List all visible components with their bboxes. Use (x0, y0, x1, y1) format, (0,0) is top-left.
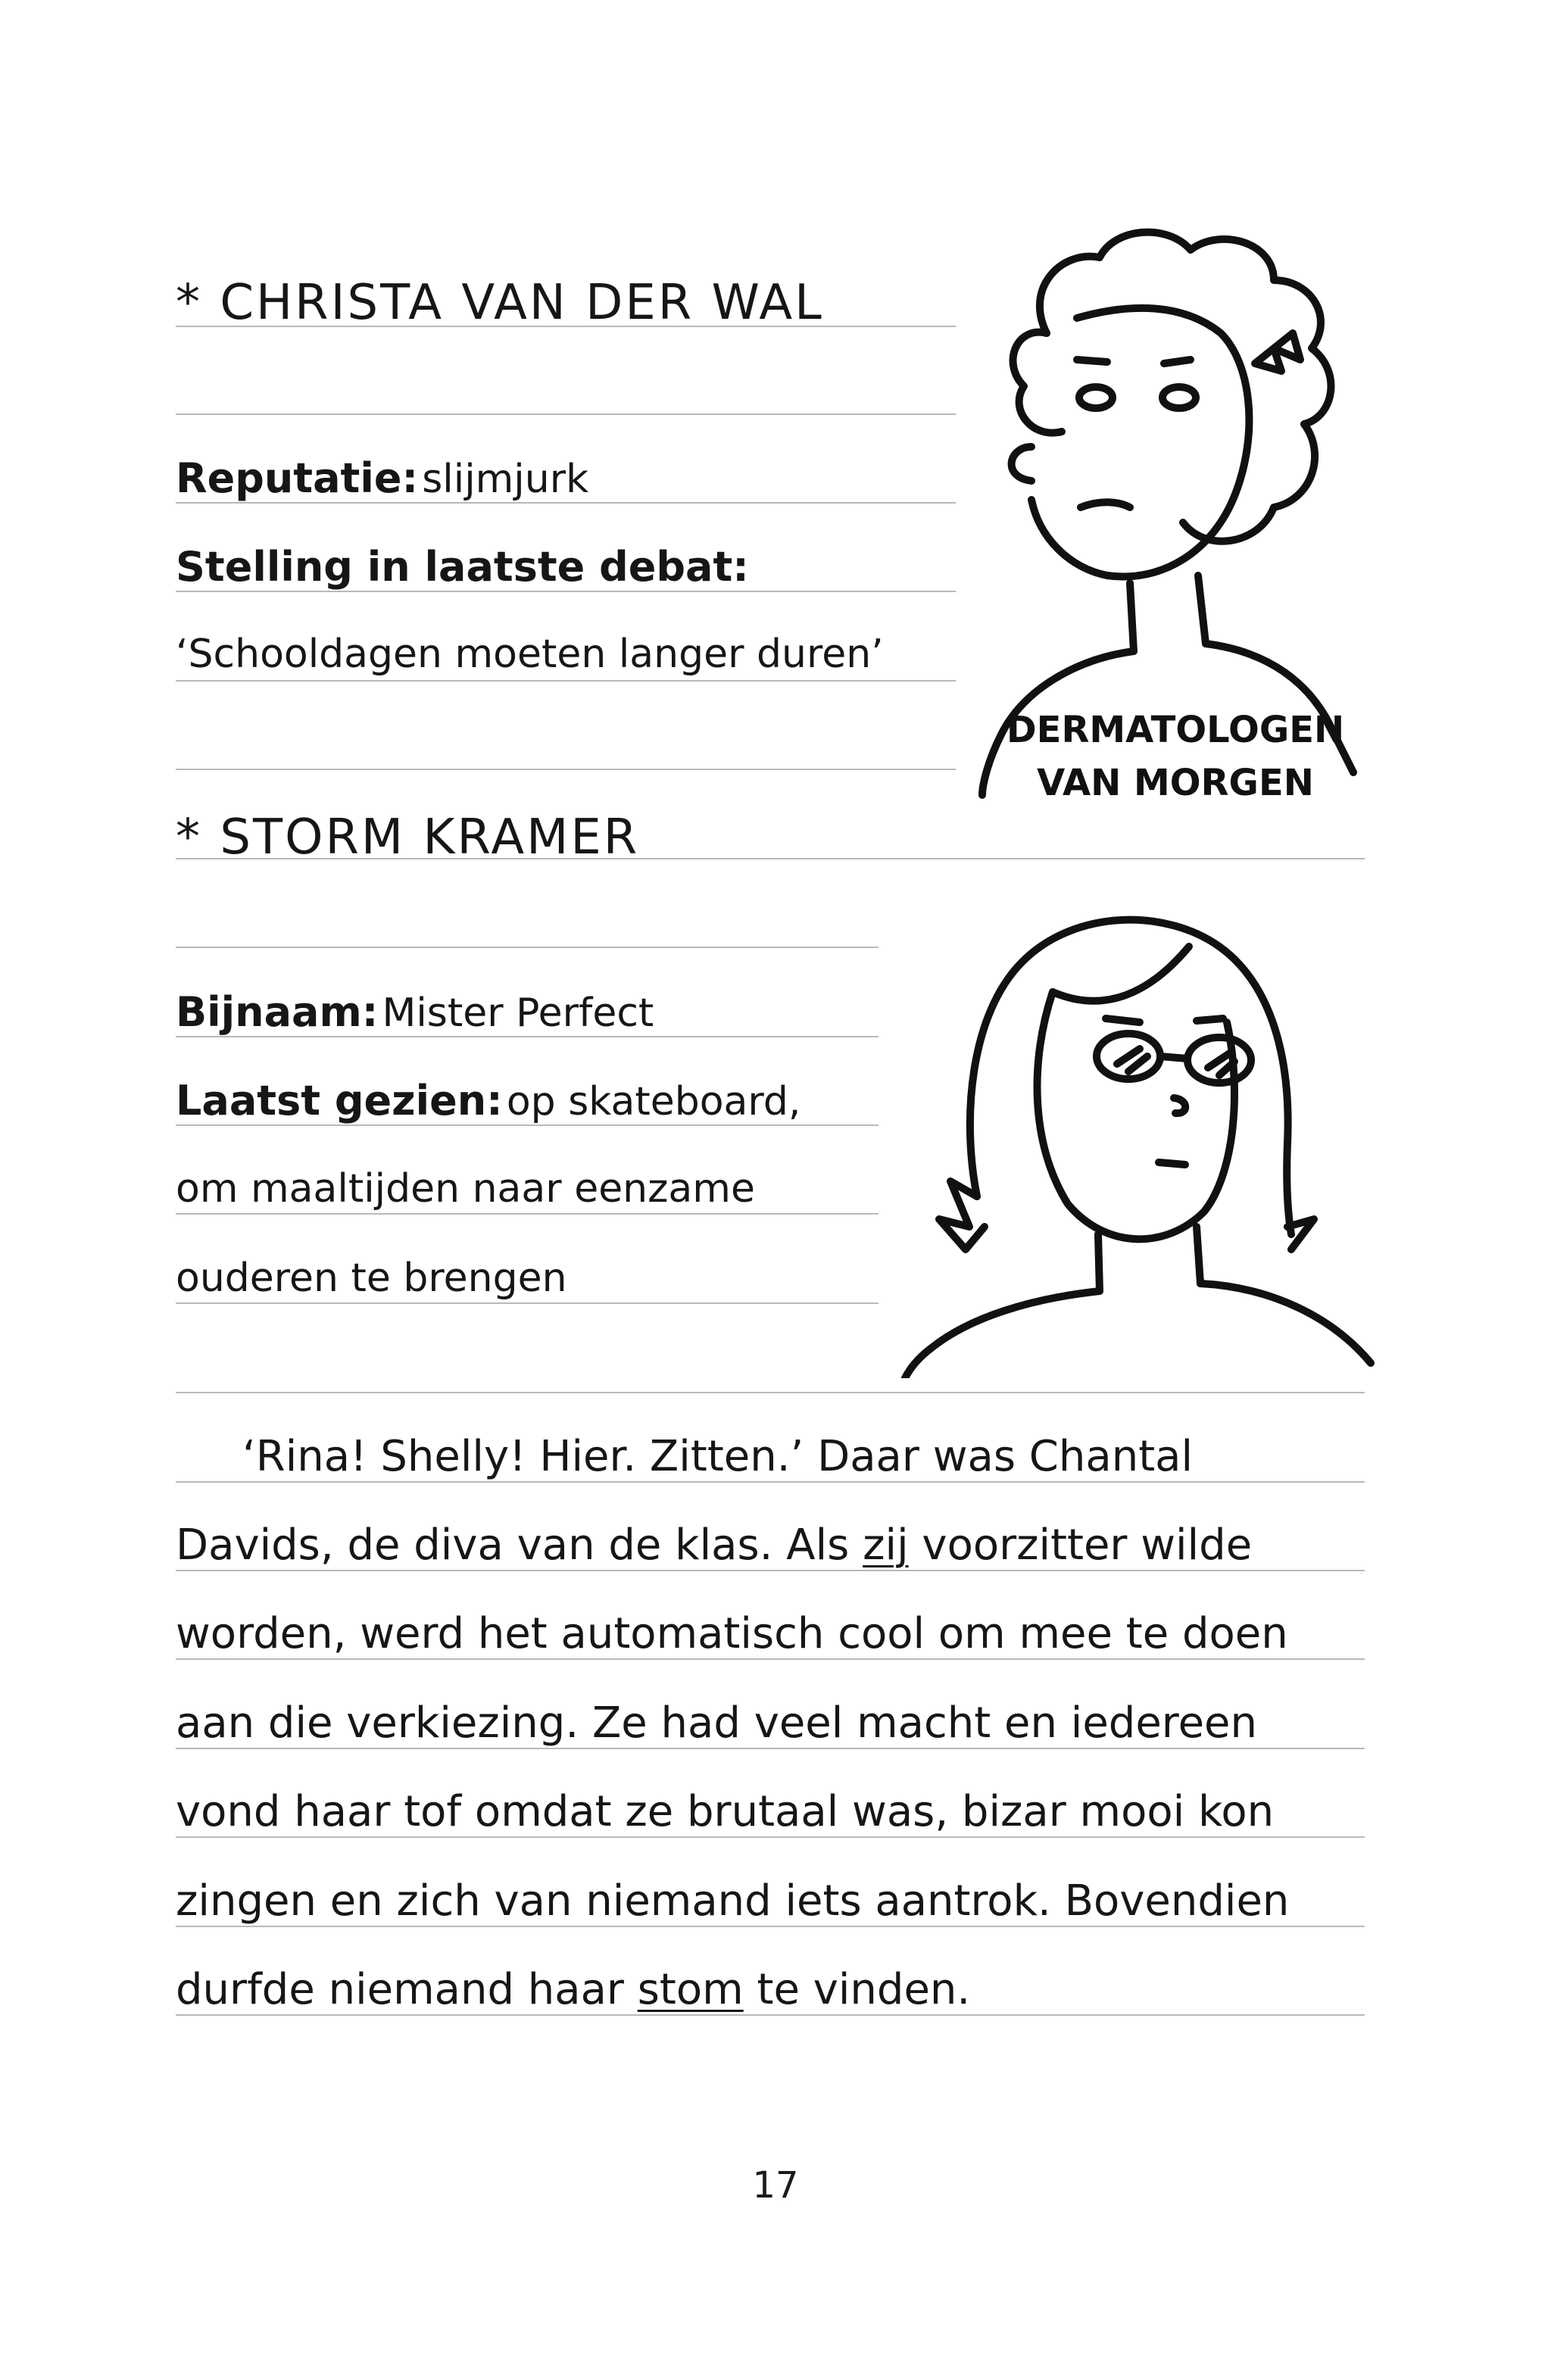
reputation-value: slijmjurk (422, 457, 589, 502)
page-number: 17 (752, 2164, 799, 2207)
ruled-line (176, 1836, 1365, 1838)
paragraph-line-5: vond haar tof omdat ze brutaal was, bizar mooi kon (176, 1787, 1275, 1836)
shoulders (905, 1291, 1100, 1378)
mouth (1081, 502, 1130, 507)
ruled-line (176, 1392, 1365, 1393)
paragraph-line-7 (176, 1965, 971, 2014)
seen-value-3: ouderen te brengen (176, 1256, 567, 1301)
shirt-text-line-2: VAN MORGEN (1037, 762, 1314, 804)
ruled-line (176, 502, 956, 504)
christa-reputation-row (176, 454, 589, 502)
paragraph-line-1: ‘Rina! Shelly! Hier. Zitten.’ Daar was Chantal (242, 1432, 1194, 1481)
paragraph-text: Davids, de diva van de klas. Als (176, 1521, 863, 1570)
christa-name-heading: * CHRISTA VAN DER WAL (176, 275, 824, 331)
ruled-line (176, 1570, 1365, 1571)
face-outline (1038, 992, 1234, 1239)
christa-portrait-illustration (956, 220, 1395, 825)
paragraph-line-4: aan die verkiezing. Ze had veel macht en iedereen (176, 1698, 1257, 1748)
ruled-line (176, 1213, 878, 1215)
ruled-line (176, 1481, 1365, 1483)
paragraph-line-3: worden, werd het automatisch cool om mee te doen (176, 1609, 1288, 1658)
paragraph-text: durfde niemand haar (176, 1965, 638, 2014)
ruled-line (176, 769, 956, 770)
ruled-line (176, 1748, 1365, 1749)
ruled-line (176, 1926, 1365, 1927)
face-outline (1031, 308, 1249, 577)
hair-bow-icon (1255, 333, 1300, 371)
nose (1012, 447, 1031, 481)
ruled-line (176, 2014, 1365, 2016)
seen-label: Laatst gezien: (176, 1077, 503, 1124)
ruled-line (176, 413, 956, 415)
paragraph-text: voorzitter wilde (908, 1521, 1253, 1570)
paragraph-text: te vinden. (743, 1965, 971, 2014)
shirt-text-line-1: DERMATOLOGEN (1006, 709, 1345, 751)
ruled-line (176, 947, 878, 948)
ruled-line (176, 1036, 878, 1037)
paragraph-line-2 (176, 1521, 1253, 1570)
nickname-value: Mister Perfect (382, 990, 654, 1036)
ruled-line (176, 680, 956, 682)
emphasized-word: stom (637, 1965, 744, 2014)
ruled-line (176, 1302, 878, 1304)
seen-value-1: op skateboard, (506, 1079, 801, 1124)
seen-value-2: om maaltijden naar eenzame (176, 1166, 755, 1212)
storm-nickname-row (176, 988, 654, 1036)
storm-portrait-illustration (878, 894, 1393, 1378)
statement-label: Stelling in laatste debat: (176, 543, 749, 591)
neck (1130, 576, 1206, 651)
nickname-label: Bijnaam: (176, 988, 379, 1036)
nose (1174, 1098, 1185, 1113)
ruled-line (176, 1124, 878, 1126)
statement-value: ‘Schooldagen moeten langer duren’ (176, 632, 884, 677)
storm-name-heading: * STORM KRAMER (176, 809, 640, 866)
storm-seen-row (176, 1077, 801, 1124)
emphasized-word: zij (863, 1521, 909, 1570)
ruled-line (176, 1658, 1365, 1660)
reputation-label: Reputatie: (176, 454, 419, 502)
mouth (1159, 1162, 1185, 1165)
paragraph-line-6: zingen en zich van niemand iets aantrok. Bovendien (176, 1876, 1290, 1926)
ruled-line (176, 591, 956, 592)
